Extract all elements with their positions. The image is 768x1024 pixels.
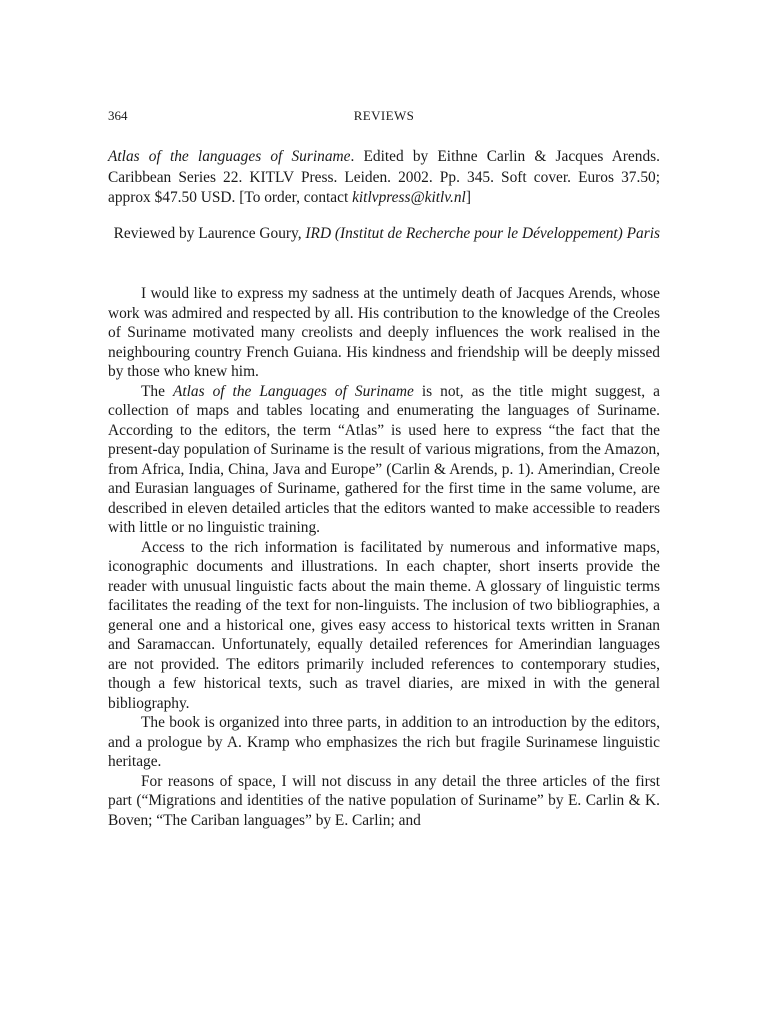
page bbox=[108, 0, 660, 1024]
paragraph-1 bbox=[108, 284, 660, 382]
paragraph-5-text: For reasons of space, I will not discuss in any detail the three articles of the first part (“Migrations and identities of the native population of Suriname” by E. Carlin & K. Boven; “The Cariban languages” by E. Carlin; and bbox=[108, 772, 660, 829]
book-title: Atlas of the languages of Suriname bbox=[108, 148, 351, 165]
paragraph-4 bbox=[108, 713, 660, 772]
order-email: kitlvpress@kitlv.nl bbox=[352, 189, 466, 206]
paragraph-2-title: Atlas of the Languages of Suriname bbox=[172, 382, 414, 400]
paragraph-1-text: I would like to express my sadness at the untimely death of Jacques Arends, whose work was admired and respected by all. His contribution to the knowledge of the Creoles of Suriname motivated many creolists and deeply influences the work realised in the neighbouring country French Guiana. His kindness and friendship will be deeply missed by those who knew him. bbox=[108, 285, 660, 380]
reviewer-line bbox=[108, 224, 660, 245]
reviewer-name: Reviewed by Laurence Goury, bbox=[113, 225, 306, 242]
book-citation bbox=[108, 147, 660, 209]
running-title: REVIEWS bbox=[353, 108, 415, 123]
citation-close: ] bbox=[465, 189, 471, 206]
paragraph-2-lead: The bbox=[141, 382, 173, 400]
paragraph-2-text: is not, as the title might suggest, a collection of maps and tables locating and enumerating the languages of Suriname. According to the editors, the term “Atlas” is used here to express “the fact that the present-day population of Suriname is the result of various migrations, from the Amazon, from Africa, India, China, Java and Europe” (Carlin & Arends, p. 1). Amerindian, Creole and Eurasian languages of Suriname, gathered for the first time in the same volume, are described in eleven detailed articles that the editors wanted to make accessible to readers with little or no linguistic training. bbox=[108, 382, 660, 536]
book-details: . Edited by Eithne Carlin & Jacques Arends. Caribbean Series 22. KITLV Press. Leiden. 2002. Pp. 345. Soft cover. Euros 37.50; approx $47.50 USD. [To order, contact bbox=[108, 148, 660, 206]
paragraph-5 bbox=[108, 772, 660, 831]
reviewer-affiliation: IRD (Institut de Recherche pour le Développement) Paris bbox=[305, 225, 660, 242]
paragraph-3-text: Access to the rich information is facilitated by numerous and informative maps, iconographic documents and illustrations. In each chapter, short inserts provide the reader with unusual linguistic facts about the main theme. A glossary of linguistic terms facilitates the reading of the text for non-linguists. The inclusion of two bibliographies, a general one and a historical one, gives easy access to historical texts written in Sranan and Saramaccan. Unfortunately, equally detailed references for Amerindian languages are not provided. The editors primarily included references to contemporary studies, though a few historical texts, such as travel diaries, are mixed in with the general bibliography. bbox=[108, 538, 660, 712]
paragraph-3 bbox=[108, 538, 660, 714]
page-number: 364 bbox=[108, 108, 128, 123]
paragraph-4-text: The book is organized into three parts, in addition to an introduction by the editors, and a prologue by A. Kramp who emphasizes the rich but fragile Surinamese linguistic heritage. bbox=[108, 714, 660, 770]
review-body bbox=[108, 284, 660, 830]
paragraph-2 bbox=[108, 382, 660, 538]
